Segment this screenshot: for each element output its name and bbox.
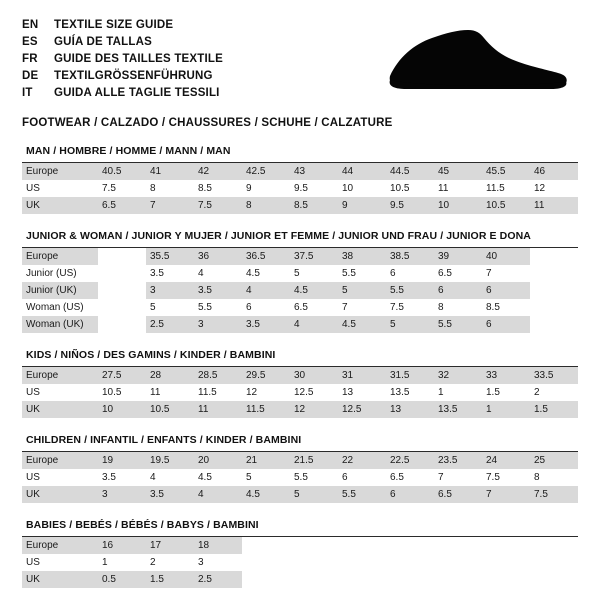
size-cell: 4.5	[242, 265, 290, 282]
size-cell: 33.5	[530, 367, 578, 384]
size-cell: 11	[146, 384, 194, 401]
language-code: ES	[22, 36, 38, 48]
table-row	[22, 163, 578, 180]
table-row	[22, 299, 578, 316]
size-cell: 7.5	[530, 486, 578, 503]
row-label: UK	[22, 486, 98, 503]
language-row	[22, 18, 223, 33]
size-cell: 12.5	[290, 384, 338, 401]
size-group	[22, 434, 578, 503]
size-cell: 11	[530, 197, 578, 214]
language-label: TEXTILGRÖSSENFÜHRUNG	[54, 70, 213, 82]
language-code: EN	[22, 19, 39, 31]
size-cell: 1.5	[530, 401, 578, 418]
size-cell: 0.5	[98, 571, 146, 588]
size-group-title: CHILDREN / INFANTIL / ENFANTS / KINDER / BAMBINI	[22, 434, 578, 452]
size-cell: 8	[242, 197, 290, 214]
size-cell: 3.5	[242, 316, 290, 333]
size-cell: 32	[434, 367, 482, 384]
size-cell: 33	[482, 367, 530, 384]
table-row	[22, 554, 578, 571]
size-cell: 42.5	[242, 163, 290, 180]
size-cell: 29.5	[242, 367, 290, 384]
size-cell	[434, 571, 482, 588]
table-row	[22, 571, 578, 588]
row-label: US	[22, 469, 98, 486]
size-cell: 7	[146, 197, 194, 214]
size-group	[22, 145, 578, 214]
size-cell: 9.5	[386, 197, 434, 214]
table-row	[22, 469, 578, 486]
size-cell: 28.5	[194, 367, 242, 384]
row-label: UK	[22, 197, 98, 214]
size-cell: 45.5	[482, 163, 530, 180]
size-cell: 7.5	[98, 180, 146, 197]
size-cell: 4.5	[290, 282, 338, 299]
size-cell	[98, 299, 146, 316]
size-cell: 9.5	[290, 180, 338, 197]
size-cell	[338, 571, 386, 588]
size-cell	[530, 316, 578, 333]
size-cell: 22	[338, 452, 386, 469]
language-label: GUÍA DE TALLAS	[54, 36, 152, 48]
size-cell: 10	[338, 180, 386, 197]
size-cell: 5	[290, 265, 338, 282]
row-label: US	[22, 180, 98, 197]
size-cell: 5.5	[338, 486, 386, 503]
size-cell	[290, 537, 338, 554]
size-cell	[98, 282, 146, 299]
size-cell	[98, 248, 146, 265]
row-label: Woman (UK)	[22, 316, 98, 333]
size-cell: 6	[338, 469, 386, 486]
size-cell: 7	[482, 486, 530, 503]
dress-shoe-icon	[380, 16, 570, 96]
size-group	[22, 519, 578, 588]
size-cell: 11	[194, 401, 242, 418]
size-cell: 7.5	[194, 197, 242, 214]
size-cell: 3	[194, 554, 242, 571]
table-row	[22, 452, 578, 469]
size-cell: 4	[194, 486, 242, 503]
size-cell: 2.5	[146, 316, 194, 333]
size-cell: 42	[194, 163, 242, 180]
size-cell: 40	[482, 248, 530, 265]
size-cell: 37.5	[290, 248, 338, 265]
size-cell: 11	[434, 180, 482, 197]
size-cell: 6.5	[434, 486, 482, 503]
size-cell: 46	[530, 163, 578, 180]
size-cell: 30	[290, 367, 338, 384]
size-group-title: BABIES / BEBÉS / BÉBÉS / BABYS / BAMBINI	[22, 519, 578, 537]
size-cell: 5	[290, 486, 338, 503]
size-cell: 17	[146, 537, 194, 554]
size-cell: 10	[434, 197, 482, 214]
size-cell: 3	[146, 282, 194, 299]
size-cell	[386, 537, 434, 554]
size-cell: 7.5	[482, 469, 530, 486]
row-label: Europe	[22, 163, 98, 180]
size-cell: 7.5	[386, 299, 434, 316]
size-cell: 36	[194, 248, 242, 265]
size-cell: 10.5	[482, 197, 530, 214]
size-cell: 6	[482, 316, 530, 333]
size-cell: 18	[194, 537, 242, 554]
size-cell: 7	[434, 469, 482, 486]
size-cell: 16	[98, 537, 146, 554]
size-cell: 20	[194, 452, 242, 469]
table-row	[22, 248, 578, 265]
size-cell	[338, 554, 386, 571]
size-cell	[482, 571, 530, 588]
size-cell: 4	[194, 265, 242, 282]
size-cell: 5	[338, 282, 386, 299]
page-title: FOOTWEAR / CALZADO / CHAUSSURES / SCHUHE / CALZATURE	[22, 117, 393, 129]
size-cell: 24	[482, 452, 530, 469]
row-label: UK	[22, 571, 98, 588]
table-row	[22, 316, 578, 333]
size-cell: 13.5	[434, 401, 482, 418]
size-cell: 3.5	[146, 265, 194, 282]
size-cell: 21	[242, 452, 290, 469]
size-cell	[242, 537, 290, 554]
size-cell: 12	[290, 401, 338, 418]
size-cell: 44	[338, 163, 386, 180]
size-table	[22, 367, 578, 418]
row-label: Europe	[22, 537, 98, 554]
size-cell: 43	[290, 163, 338, 180]
table-row	[22, 265, 578, 282]
size-cell: 4.5	[242, 486, 290, 503]
size-cell: 2	[146, 554, 194, 571]
row-label: US	[22, 384, 98, 401]
size-cell: 10.5	[386, 180, 434, 197]
size-cell	[386, 571, 434, 588]
size-cell: 2.5	[194, 571, 242, 588]
size-cell: 6.5	[386, 469, 434, 486]
size-cell	[242, 571, 290, 588]
size-cell: 6	[386, 265, 434, 282]
size-cell: 3	[194, 316, 242, 333]
size-cell: 7	[482, 265, 530, 282]
size-table	[22, 537, 578, 588]
size-cell	[530, 537, 578, 554]
row-label: Junior (UK)	[22, 282, 98, 299]
size-cell: 12	[530, 180, 578, 197]
size-cell	[290, 554, 338, 571]
table-row	[22, 367, 578, 384]
size-cell: 1	[98, 554, 146, 571]
size-cell: 36.5	[242, 248, 290, 265]
row-label: UK	[22, 401, 98, 418]
language-code: IT	[22, 87, 33, 99]
size-cell: 38.5	[386, 248, 434, 265]
size-cell: 3	[98, 486, 146, 503]
table-row	[22, 282, 578, 299]
size-cell	[530, 248, 578, 265]
table-row	[22, 384, 578, 401]
size-cell: 12.5	[338, 401, 386, 418]
language-row	[22, 52, 223, 67]
size-cell	[338, 537, 386, 554]
size-cell: 5	[242, 469, 290, 486]
row-label: Europe	[22, 248, 98, 265]
size-cell: 25	[530, 452, 578, 469]
size-cell: 5	[386, 316, 434, 333]
size-table	[22, 163, 578, 214]
size-cell	[530, 299, 578, 316]
size-cell: 22.5	[386, 452, 434, 469]
row-label: Europe	[22, 452, 98, 469]
size-cell: 41	[146, 163, 194, 180]
size-cell	[386, 554, 434, 571]
size-cell: 19	[98, 452, 146, 469]
size-cell: 11.5	[482, 180, 530, 197]
size-cell: 6.5	[98, 197, 146, 214]
size-cell: 11.5	[194, 384, 242, 401]
size-cell	[434, 554, 482, 571]
size-tables	[22, 145, 578, 588]
table-row	[22, 537, 578, 554]
size-cell: 6	[434, 282, 482, 299]
size-cell: 28	[146, 367, 194, 384]
language-row	[22, 86, 223, 101]
size-cell: 21.5	[290, 452, 338, 469]
size-cell: 23.5	[434, 452, 482, 469]
size-cell: 6	[242, 299, 290, 316]
size-cell	[98, 316, 146, 333]
size-cell	[434, 537, 482, 554]
size-cell: 10.5	[146, 401, 194, 418]
row-label: Woman (US)	[22, 299, 98, 316]
size-cell: 7	[338, 299, 386, 316]
size-cell: 4.5	[194, 469, 242, 486]
size-cell	[530, 554, 578, 571]
size-cell: 2	[530, 384, 578, 401]
language-row	[22, 35, 223, 50]
size-cell: 5.5	[290, 469, 338, 486]
size-cell	[530, 282, 578, 299]
language-code: DE	[22, 70, 39, 82]
size-cell: 45	[434, 163, 482, 180]
size-cell: 4	[146, 469, 194, 486]
size-cell: 5	[146, 299, 194, 316]
row-label: US	[22, 554, 98, 571]
size-cell	[482, 537, 530, 554]
size-cell: 38	[338, 248, 386, 265]
size-group-title: JUNIOR & WOMAN / JUNIOR Y MUJER / JUNIOR ET FEMME / JUNIOR UND FRAU / JUNIOR E DONA	[22, 230, 578, 248]
size-cell: 4	[290, 316, 338, 333]
size-cell: 6	[482, 282, 530, 299]
size-cell	[290, 571, 338, 588]
size-cell: 44.5	[386, 163, 434, 180]
size-cell	[530, 265, 578, 282]
size-cell: 19.5	[146, 452, 194, 469]
size-cell	[482, 554, 530, 571]
size-cell: 4	[242, 282, 290, 299]
table-row	[22, 197, 578, 214]
language-label: TEXTILE SIZE GUIDE	[54, 19, 174, 31]
size-table	[22, 248, 578, 333]
size-group	[22, 230, 578, 333]
size-cell	[98, 265, 146, 282]
size-cell: 10.5	[98, 384, 146, 401]
language-label: GUIDA ALLE TAGLIE TESSILI	[54, 87, 220, 99]
size-cell: 9	[338, 197, 386, 214]
size-cell: 5.5	[386, 282, 434, 299]
size-cell: 39	[434, 248, 482, 265]
size-group-title: MAN / HOMBRE / HOMME / MANN / MAN	[22, 145, 578, 163]
size-group	[22, 349, 578, 418]
size-cell: 3.5	[98, 469, 146, 486]
size-cell: 6.5	[434, 265, 482, 282]
table-row	[22, 486, 578, 503]
size-cell	[242, 554, 290, 571]
size-cell: 4.5	[338, 316, 386, 333]
size-cell: 1.5	[482, 384, 530, 401]
size-cell	[530, 571, 578, 588]
size-cell: 6	[386, 486, 434, 503]
language-code: FR	[22, 53, 38, 65]
size-cell: 8	[530, 469, 578, 486]
size-cell: 31.5	[386, 367, 434, 384]
row-label: Junior (US)	[22, 265, 98, 282]
size-cell: 8	[146, 180, 194, 197]
row-label: Europe	[22, 367, 98, 384]
page-header	[22, 16, 578, 101]
size-cell: 10	[98, 401, 146, 418]
size-cell: 5.5	[338, 265, 386, 282]
size-cell: 1	[434, 384, 482, 401]
size-cell: 1.5	[146, 571, 194, 588]
size-cell: 3.5	[146, 486, 194, 503]
size-cell: 40.5	[98, 163, 146, 180]
size-cell: 11.5	[242, 401, 290, 418]
size-cell: 13.5	[386, 384, 434, 401]
size-cell: 8.5	[482, 299, 530, 316]
size-cell: 1	[482, 401, 530, 418]
size-table	[22, 452, 578, 503]
size-cell: 27.5	[98, 367, 146, 384]
size-cell: 13	[386, 401, 434, 418]
language-list	[22, 16, 223, 101]
size-cell: 9	[242, 180, 290, 197]
size-cell: 5.5	[194, 299, 242, 316]
table-row	[22, 401, 578, 418]
size-cell: 8	[434, 299, 482, 316]
size-cell: 31	[338, 367, 386, 384]
size-cell: 3.5	[194, 282, 242, 299]
size-cell: 5.5	[434, 316, 482, 333]
table-row	[22, 180, 578, 197]
size-cell: 8.5	[194, 180, 242, 197]
language-label: GUIDE DES TAILLES TEXTILE	[54, 53, 223, 65]
language-row	[22, 69, 223, 84]
size-cell: 6.5	[290, 299, 338, 316]
size-group-title: KIDS / NIÑOS / DES GAMINS / KINDER / BAMBINI	[22, 349, 578, 367]
size-cell: 35.5	[146, 248, 194, 265]
size-cell: 8.5	[290, 197, 338, 214]
size-cell: 12	[242, 384, 290, 401]
size-cell: 13	[338, 384, 386, 401]
